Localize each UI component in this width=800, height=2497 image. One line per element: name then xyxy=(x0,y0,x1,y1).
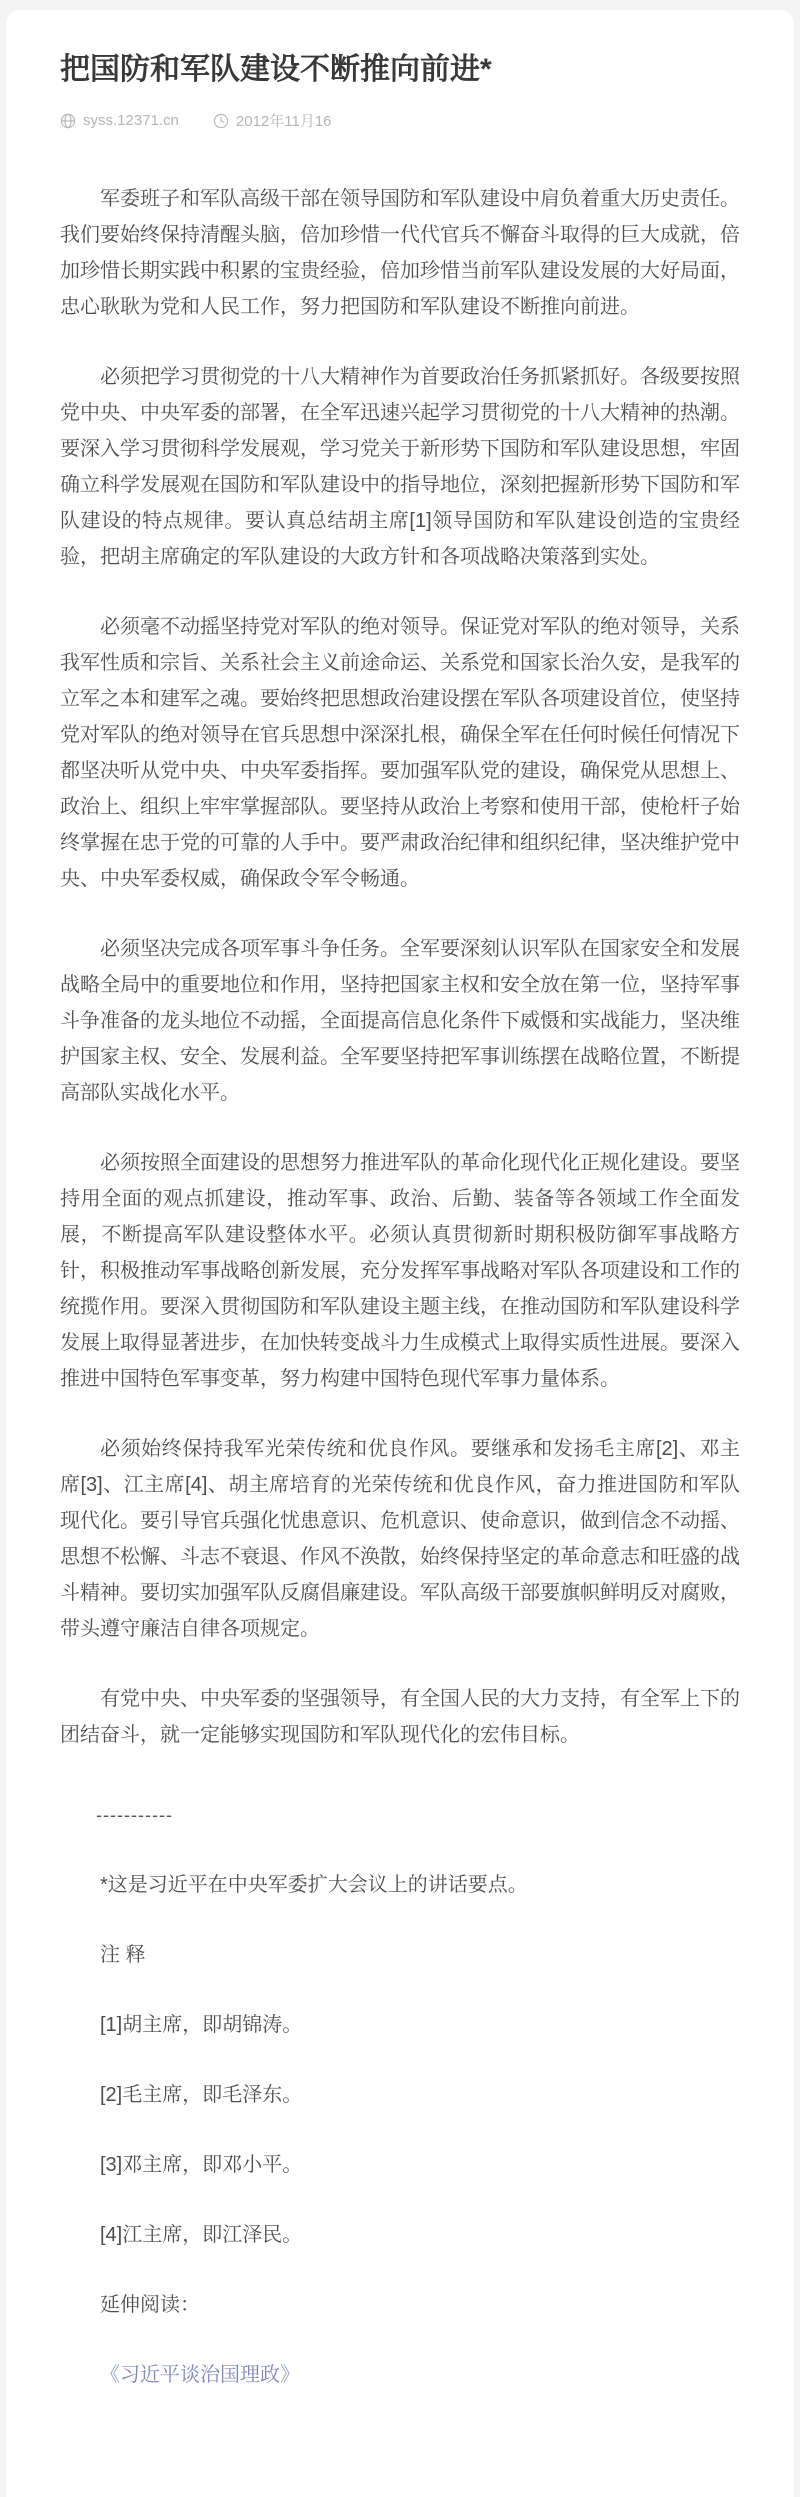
article-card xyxy=(6,10,794,2497)
article-paragraph: 必须毫不动摇坚持党对军队的绝对领导。保证党对军队的绝对领导，关系我军性质和宗旨、关系社会主义前途命运、关系党和国家长治久安，是我军的立军之本和建军之魂。要始终把思想政治建设摆在军队各项建设首位，使坚持党对军队的绝对领导在官兵思想中深深扎根，确保全军在任何时候任何情况下都坚决听从党中央、中央军委指挥。要加强军队党的建设，确保党从思想上、政治上、组织上牢牢掌握部队。要坚持从政治上考察和使用干部，使枪杆子始终掌握在忠于党的可靠的人手中。要严肃政治纪律和组织纪律，坚决维护党中央、中央军委权威，确保政令军令畅通。 xyxy=(60,616,740,890)
article-meta xyxy=(60,110,740,131)
footnote-separator: ----------- xyxy=(96,1805,173,1825)
related-reading-label: 延伸阅读： xyxy=(100,2294,200,2316)
article-body xyxy=(60,181,740,2393)
article-paragraph: 必须坚决完成各项军事斗争任务。全军要深刻认识军队在国家安全和发展战略全局中的重要地位和作用，坚持把国家主权和安全放在第一位，坚持军事斗争准备的龙头地位不动摇，全面提高信息化条件下威慑和实战能力，坚决维护国家主权、安全、发展利益。全军要坚持把军事训练摆在战略位置，不断提高部队实战化水平。 xyxy=(60,938,740,1104)
related-reading-item xyxy=(60,2357,740,2393)
note-item: [4]江主席，即江泽民。 xyxy=(100,2224,303,2246)
related-reading-link[interactable]: 《习近平谈治国理政》 xyxy=(100,2364,300,2386)
article-paragraph: 军委班子和军队高级干部在领导国防和军队建设中肩负着重大历史责任。我们要始终保持清醒头脑，倍加珍惜一代代官兵不懈奋斗取得的巨大成就，倍加珍惜长期实践中积累的宝贵经验，倍加珍惜当前军队建设发展的大好局面，忠心耿耿为党和人民工作，努力把国防和军队建设不断推向前进。 xyxy=(60,188,740,318)
note-item: [2]毛主席，即毛泽东。 xyxy=(100,2084,303,2106)
notes-title: 注 释 xyxy=(100,1944,146,1966)
article-paragraph: 必须按照全面建设的思想努力推进军队的革命化现代化正规化建设。要坚持用全面的观点抓建设，推动军事、政治、后勤、装备等各领域工作全面发展，不断提高军队建设整体水平。必须认真贯彻新时期积极防御军事战略方针，积极推动军事战略创新发展，充分发挥军事战略对军队各项建设和工作的统揽作用。要深入贯彻国防和军队建设主题主线，在推动国防和军队建设科学发展上取得显著进步，在加快转变战斗力生成模式上取得实质性进展。要深入推进中国特色军事变革，努力构建中国特色现代军事力量体系。 xyxy=(60,1152,740,1390)
footnote-star: *这是习近平在中央军委扩大会议上的讲话要点。 xyxy=(100,1874,528,1896)
meta-source-text: syss.12371.cn xyxy=(83,112,179,129)
article-paragraph: 必须始终保持我军光荣传统和优良作风。要继承和发扬毛主席[2]、邓主席[3]、江主席[4]、胡主席培育的光荣传统和优良作风，奋力推进国防和军队现代化。要引导官兵强化忧患意识、危机意识、使命意识，做到信念不动摇、思想不松懈、斗志不衰退、作风不涣散，始终保持坚定的革命意志和旺盛的战斗精神。要切实加强军队反腐倡廉建设。军队高级干部要旗帜鲜明反对腐败，带头遵守廉洁自律各项规定。 xyxy=(60,1438,740,1640)
note-item: [1]胡主席，即胡锦涛。 xyxy=(100,2014,303,2036)
article-paragraph: 有党中央、中央军委的坚强领导，有全国人民的大力支持，有全军上下的团结奋斗，就一定能够实现国防和军队现代化的宏伟目标。 xyxy=(60,1688,740,1746)
article-paragraph: 必须把学习贯彻党的十八大精神作为首要政治任务抓紧抓好。各级要按照党中央、中央军委的部署，在全军迅速兴起学习贯彻党的十八大精神的热潮。要深入学习贯彻科学发展观，学习党关于新形势下国防和军队建设思想，牢固确立科学发展观在国防和军队建设中的指导地位，深刻把握新形势下国防和军队建设的特点规律。要认真总结胡主席[1]领导国防和军队建设创造的宝贵经验，把胡主席确定的军队建设的大政方针和各项战略决策落到实处。 xyxy=(60,366,740,568)
page-title: 把国防和军队建设不断推向前进* xyxy=(60,53,492,86)
meta-date-text: 2012年11月16 xyxy=(235,113,332,130)
meta-date xyxy=(213,110,332,131)
globe-icon xyxy=(60,113,76,129)
page xyxy=(0,10,800,2497)
meta-source xyxy=(60,112,179,129)
clock-icon xyxy=(213,113,229,129)
note-item: [3]邓主席，即邓小平。 xyxy=(100,2154,303,2176)
